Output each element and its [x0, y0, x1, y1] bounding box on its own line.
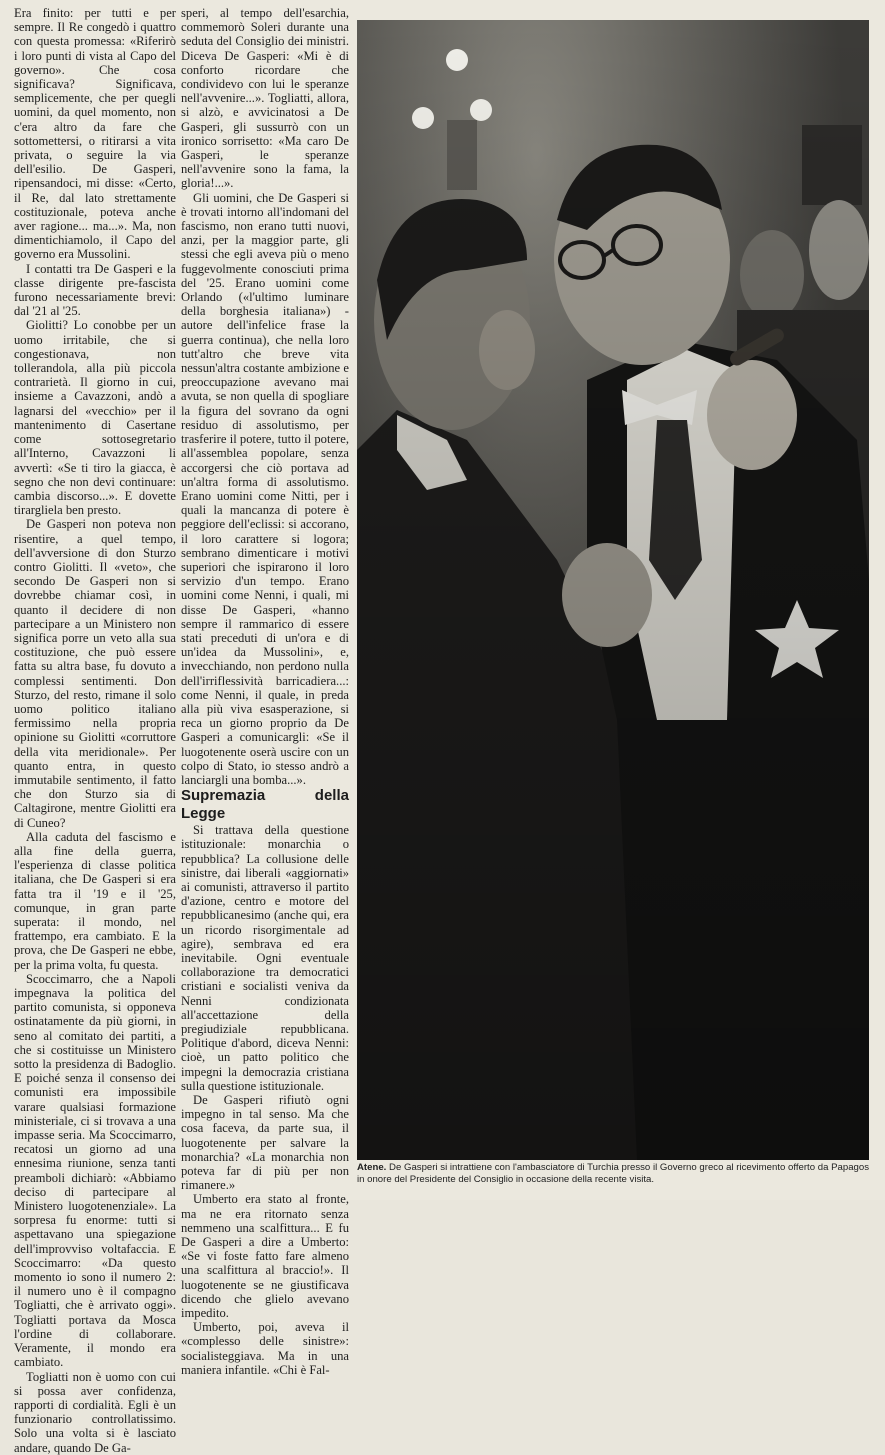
photo-caption — [357, 1162, 869, 1186]
paragraph: Giolitti? Lo conobbe per un uomo irritabile, che si congestionava, non tollerandola, alla più piccola contrarietà. Il giorno in cui, insieme a Cavazzoni, andò a lagnarsi del «vecchio» per il mantenimento di Casertane come sottosegretario all'Interno, Cavazzoni li avvertì: «Se ti tiro la giacca, è segno che non devi continuare: cambia discorso...». E dovette tirargliela ben presto. — [14, 318, 176, 518]
paragraph: I contatti tra De Gasperi e la classe dirigente pre-fascista furono necessariamente brevi: dal '21 al '25. — [14, 261, 176, 319]
paragraph: Alla caduta del fascismo e alla fine della guerra, l'esperienza di classe politica italiana, che De Gasperi si era fatta tra il '19 e il '25, comunque, in gran parte superata: il mondo, nel frattempo, era cambiato. E la prova, che De Gasperi ne ebbe, per la prima volta, fu questa. — [14, 829, 176, 972]
paragraph: Umberto era stato al fronte, ma ne era ritornato senza nemmeno una scalfittura... E fu De Gasperi a dire a Umberto: «Se vi foste fatto fare almeno una scalfittura al braccio!». Il luogotenente se ne giustificava dicendo che glielo avevano impedito. — [181, 1192, 349, 1321]
section-subheading: Supremazia della Legge — [181, 787, 349, 823]
caption-place: Atene. — [357, 1162, 387, 1173]
paragraph: speri, al tempo dell'esarchia, commemorò Soleri durante una seduta del Consiglio dei ministri. Diceva De Gasperi: «Mi è di conforto ricordare che condividevo con lui le speranze nell'avvenire...». Togliatti, allora, si alzò, e avvicinatosi a De Gasperi, gli sussurrò con un ironico sorrisetto: «Ma caro De Gasperi, le speranze nell'avvenire sono la fama, la gloria!...». — [181, 6, 349, 191]
photo-illustration — [357, 20, 869, 1160]
paragraph: Togliatti non è uomo con cui si possa aver confidenza, rapporti di cordialità. Egli è un funzionario controllatissimo. Solo una volta si è lasciato andare, quando De Ga- — [14, 1369, 176, 1455]
news-photo — [357, 20, 869, 1160]
paragraph: Si trattava della questione istituzionale: monarchia o repubblica? La collusione delle sinistre, dai liberali «aggiornati» ai comunisti, attraverso il partito d'azione, centro e motore del repubblicanesimo (anche qui, era un ricordo risorgimentale ad agire), sembrava ed era inevitabile. Ogni eventuale collaborazione tra democratici cristiani e socialisti veniva da Nenni condizionata all'accettazione della pregiudiziale repubblicana. Politique d'abord, diceva Nenni: cioè, un patto politico che impegni la democrazia cristiana sulla questione istituzionale. — [181, 823, 349, 1093]
paragraph: Umberto, poi, aveva il «complesso delle sinistre»: socialisteggiava. Ma in una maniera infantile. «Chi è Fal- — [181, 1320, 349, 1377]
paragraph: De Gasperi rifiutò ogni impegno in tal senso. Ma che cosa faceva, da parte sua, il luogotenente per salvare la monarchia? «La monarchia non poteva far di più per non rimanere.» — [181, 1093, 349, 1193]
paragraph: Scoccimarro, che a Napoli impegnava la politica del partito comunista, si opponeva ostinatamente da più giorni, in seno al comitato dei partiti, a che si costituisse un Ministero sotto la presidenza di Badoglio. E poiché senza il consenso dei comunisti era impossibile varare qualsiasi formazione ministeriale, ci si trovava a una impasse seria. Ma Scoccimarro, recatosi un giorno ad una ennesima riunione, senza tanti preamboli dichiarò: «Abbiamo deciso di partecipare al Ministero luogotenenziale». La sorpresa fu enorme: tutti si aspettavano una spiegazione dell'improvviso voltafaccia. E Scoccimarro: «Da questo momento io sono il numero 2: il numero uno è il compagno Togliatti, che è arrivato oggi». Togliatti portava da Mosca l'ordine di collaborare. Veramente, il mondo era cambiato. — [14, 971, 176, 1370]
paragraph: Era finito: per tutti e per sempre. Il Re congedò i quattro con questa promessa: «Riferirò i loro punti di vista al Capo del governo». Che cosa significava? Significava, semplicemente, che per quegli uomini, da quel momento, non c'era altro da fare che sottomettersi, o ritirarsi a vita privata, o seguire la via dell'esilio. De Gasperi, ripensandoci, mi disse: «Certo, il Re, dal lato strettamente costituzionale, poteva anche aver ragione... ma...». Ma, non dimentichiamolo, il Capo del governo era Mussolini. — [14, 6, 176, 262]
text-column-left — [14, 6, 176, 1455]
text-column-middle — [181, 6, 349, 1377]
caption-text: De Gasperi si intrattiene con l'ambasciatore di Turchia presso il Governo greco al ricevimento offerto da Papagos in onore del Presidente del Consiglio in occasione della recente visita. — [357, 1162, 869, 1185]
paragraph: De Gasperi non poteva non risentire, a quel tempo, dell'avversione di don Sturzo contro Giolitti. Il «veto», che secondo De Gasperi non si dovrebbe chiamar così, in quanto il decidere di non partecipare a un Ministero non significa porre un veto alla sua costituzione, che può essere fatta su altra base, fu dovuto a complessi sentimenti. Don Sturzo, del resto, rimane il solo uomo politico italiano fermissimo nella propria opinione su Giolitti «corruttore della vita meridionale». Per quanto entra, in questo immutabile sentimento, il fatto che don Sturzo sia di Caltagirone, mentre Giolitti era di Cuneo? — [14, 517, 176, 830]
paragraph: Gli uomini, che De Gasperi si è trovati intorno all'indomani del fascismo, non erano tutti nuovi, anzi, per la maggior parte, gli stessi che egli aveva più o meno fuggevolmente conosciuti prima del '25. Erano uomini come Orlando («l'ultimo luminare della borghesia italiana») - autore dell'infelice frase la guerra continua), che nella loro tutt'altro che breve vita nessun'altra costante ambizione e preoccupazione avevano mai avuta, se non quella di spogliare la figura del sovrano da ogni residuo di assolutismo, per trasferire il potere, tutto il potere, all'assemblea popolare, senza accorgersi che ciò portava ad un'altra forma di assolutismo. Erano uomini come Nitti, per i quali la mancanza di potere è peggiore dell'eclissi: si accorano, il loro carattere si logora; sembrano dimenticare i motivi superiori che ispirarono il loro servizio d'un tempo. Erano uomini come Nenni, i quali, mi disse De Gasperi, «hanno sempre il rammarico di essere stati preceduti di un'ora e di un'idea da Mussolini», e, invecchiando, non perdono nulla dell'irriflessività barricadiera...: come Nenni, il quale, in preda alla più viva esasperazione, si reca un giorno proprio da De Gasperi a comunicargli: «Se il luogotenente oserà uscire con un colpo di Stato, io stesso andrò a lanciargli una bomba...». — [181, 190, 349, 787]
